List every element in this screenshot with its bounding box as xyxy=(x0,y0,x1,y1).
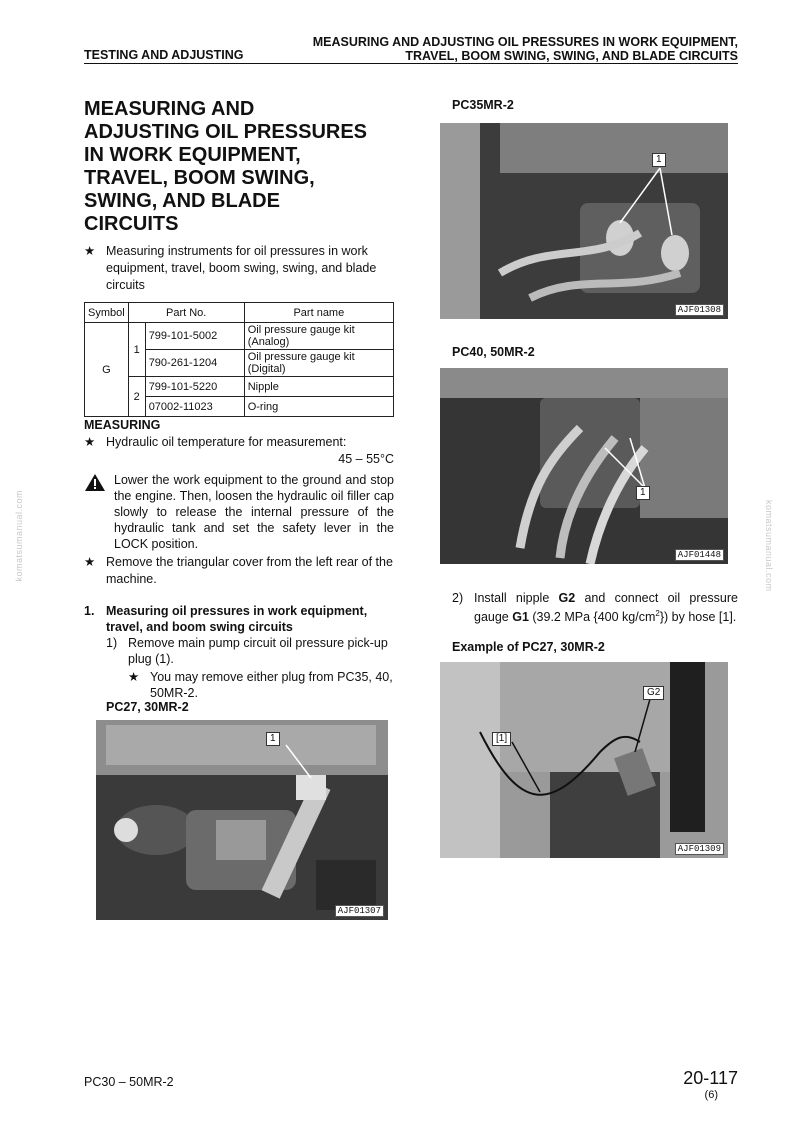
temp-bullet xyxy=(84,434,394,468)
step1-sub1 xyxy=(106,635,396,667)
photo-code: AJF01448 xyxy=(675,549,724,561)
photo-pc40-pump xyxy=(440,368,728,564)
step1-sub1-note xyxy=(128,669,396,701)
table-part-name: Nipple xyxy=(244,377,393,397)
step1-sub2-number: 2) xyxy=(452,591,464,605)
step1-heading-text: Measuring oil pressures in work equipment, travel, and boom swing circuits xyxy=(106,604,368,634)
table-group-cell: 2 xyxy=(128,377,145,417)
title-line: TRAVEL, BOOM SWING, xyxy=(84,167,315,189)
table-part-no: 799-101-5220 xyxy=(145,377,244,397)
footer-revision: (6) xyxy=(704,1089,718,1101)
header-section-title: TESTING AND ADJUSTING xyxy=(84,48,244,62)
title-line: ADJUSTING OIL PRESSURES xyxy=(84,121,368,143)
watermark-right: komatsumanual.com xyxy=(764,500,774,592)
table-part-no: 07002-11023 xyxy=(145,397,244,417)
star-icon: ★ xyxy=(84,555,96,569)
cover-bullet-text: Remove the triangular cover from the left rear of the machine. xyxy=(106,555,393,586)
sub2-sup: 2 xyxy=(655,609,660,618)
table-header-row xyxy=(85,303,394,323)
caption-pc40: PC40, 50MR-2 xyxy=(452,345,535,359)
parts-table xyxy=(84,302,394,417)
caption-pc35: PC35MR-2 xyxy=(452,98,514,112)
header-chapter-line2: TRAVEL, BOOM SWING, SWING, AND BLADE CIRCUITS xyxy=(405,49,738,63)
star-icon: ★ xyxy=(84,244,96,258)
sub2-text-a: Install nipple xyxy=(474,591,559,605)
photo-pc35-pump xyxy=(440,123,728,319)
step1-sub1-note-text: You may remove either plug from PC35, 40, 50MR-2. xyxy=(150,670,393,700)
caption-example: Example of PC27, 30MR-2 xyxy=(452,640,605,654)
footer-model: PC30 – 50MR-2 xyxy=(84,1075,174,1089)
temp-bullet-text: Hydraulic oil temperature for measurement: xyxy=(106,435,347,449)
table-header-symbol: Symbol xyxy=(85,303,129,323)
title-line: CIRCUITS xyxy=(84,213,179,235)
table-part-no: 790-261-1204 xyxy=(145,350,244,377)
measuring-heading: MEASURING xyxy=(84,418,161,432)
step1-sub2-text xyxy=(474,590,738,625)
table-row xyxy=(85,323,394,350)
footer-page-number: 20-117 xyxy=(683,1068,738,1088)
photo-callout: 1 xyxy=(636,486,650,500)
step1-heading xyxy=(84,603,396,635)
table-header-part-name: Part name xyxy=(244,303,393,323)
sub2-g2: G2 xyxy=(558,591,576,605)
title-line: IN WORK EQUIPMENT, xyxy=(84,144,301,166)
table-group-cell: 1 xyxy=(128,323,145,377)
photo-callout: 1 xyxy=(266,732,280,746)
step1-sub1-number: 1) xyxy=(106,636,118,650)
photo-callout-g2: G2 xyxy=(643,686,664,700)
sub2-text-c: (39.2 MPa {400 kg/cm xyxy=(528,610,656,625)
table-row xyxy=(85,377,394,397)
photo-callout: 1 xyxy=(652,153,666,167)
title-line: SWING, AND BLADE xyxy=(84,190,280,212)
warning-icon xyxy=(84,473,106,492)
photo-callout-hose: [1] xyxy=(492,732,511,746)
table-part-name: Oil pressure gauge kit (Digital) xyxy=(244,350,393,377)
header-rule xyxy=(84,63,738,64)
photo-code: AJF01309 xyxy=(675,843,724,855)
table-symbol-cell: G xyxy=(85,323,129,417)
watermark-left: komatsumanual.com xyxy=(14,490,24,582)
table-header-part-no: Part No. xyxy=(128,303,244,323)
title-line: MEASURING AND xyxy=(84,98,255,120)
photo-pc27-pump xyxy=(96,720,388,920)
cover-bullet xyxy=(84,554,394,588)
temp-value: 45 – 55°C xyxy=(338,452,394,466)
warning-block xyxy=(84,472,394,552)
star-icon: ★ xyxy=(84,435,96,449)
photo-example-gauge xyxy=(440,662,728,858)
sub2-g1: G1 xyxy=(512,610,529,625)
sub2-text-b: and connect oil pressure gauge xyxy=(474,591,739,625)
table-part-name: O-ring xyxy=(244,397,393,417)
header-chapter-line1: MEASURING AND ADJUSTING OIL PRESSURES IN WORK EQUIPMENT, xyxy=(312,35,738,49)
photo-code: AJF01307 xyxy=(335,905,384,917)
warning-text: Lower the work equipment to the ground and stop the engine. Then, loosen the hydraulic oil filler cap slowly to release the internal pressure of the hydraulic tank and set the safety lever in the LOCK position. xyxy=(114,473,394,551)
photo-code: AJF01308 xyxy=(675,304,724,316)
header-chapter-title xyxy=(313,35,738,63)
page-title xyxy=(84,98,404,236)
table-part-no: 799-101-5002 xyxy=(145,323,244,350)
caption-pc27: PC27, 30MR-2 xyxy=(106,700,189,714)
table-part-name: Oil pressure gauge kit (Analog) xyxy=(244,323,393,350)
sub2-text-d: }) by hose [1]. xyxy=(659,610,737,625)
step1-sub1-text: Remove main pump circuit oil pressure pick-up plug (1). xyxy=(128,636,388,666)
intro-bullet-text: Measuring instruments for oil pressures in work equipment, travel, boom swing, swing, and blade circuits xyxy=(106,244,377,292)
intro-bullet xyxy=(84,243,394,294)
star-icon: ★ xyxy=(128,670,140,684)
step1-number: 1. xyxy=(84,604,95,618)
step1-sub2 xyxy=(452,590,738,625)
